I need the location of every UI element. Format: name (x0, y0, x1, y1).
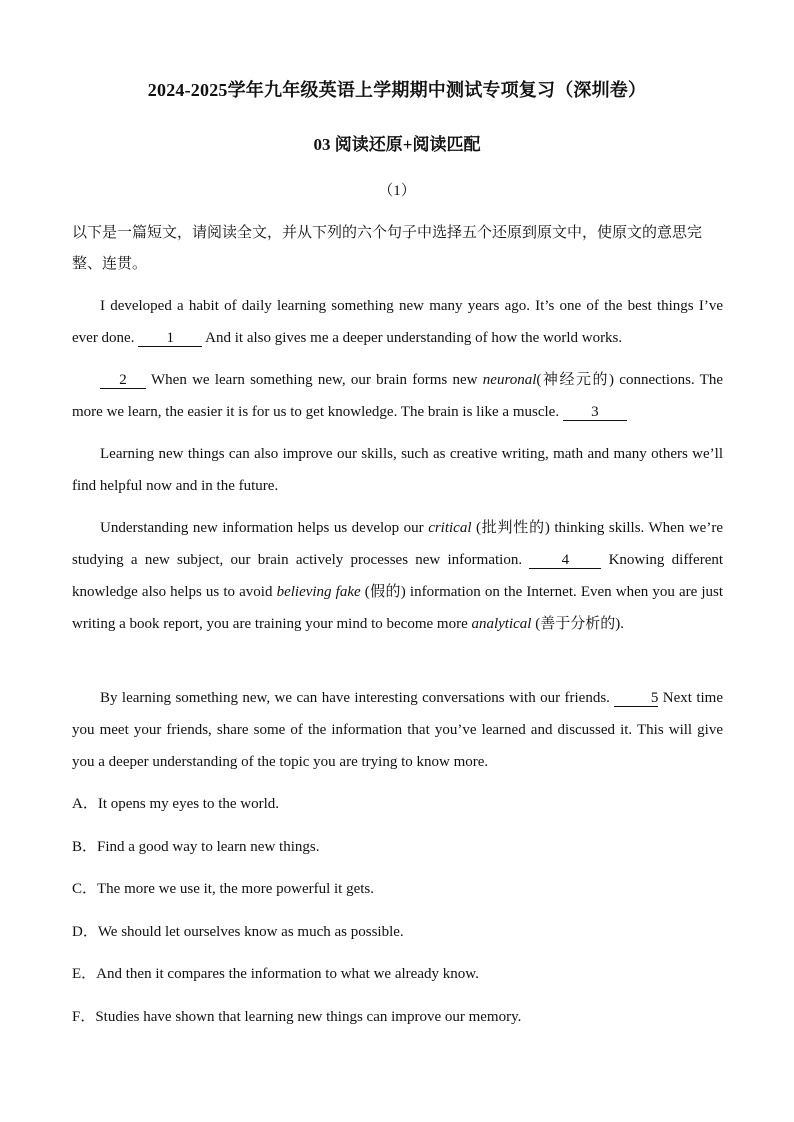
paragraph-text: Understanding new information helps us develop our (100, 520, 424, 536)
paragraph-text: Next time you meet your friends, share some of the information that you’ve learned and discussed it. This will give you a deeper understanding of the topic you are trying to know more. (72, 690, 724, 770)
passage-paragraph-4 (72, 512, 723, 640)
option-c: C．The more we use it, the more powerful it gets. (72, 881, 375, 897)
passage-paragraph-3: Learning new things can also improve our skills, such as creative writing, math and many others we’ll find helpful now and in the future. (72, 446, 723, 494)
chinese-gloss: (善于分析的). (535, 616, 624, 632)
answer-blank-4[interactable]: 4 (529, 552, 601, 569)
worksheet-title: 2024-2025学年九年级英语上学期期中测试专项复习（深圳卷） (147, 80, 647, 100)
paragraph-text: connections. The more we learn, the easier it is for us to get knowledge. The brain is like a muscle. (72, 372, 723, 420)
paragraph-text: thinking skills. When we’re studying a new subject, our brain actively processes new information. (72, 520, 723, 568)
option-a: A．It opens my eyes to the world. (72, 796, 280, 812)
passage-paragraph-2 (72, 364, 723, 428)
vocabulary-term: believing fake (276, 584, 361, 600)
chinese-gloss: (批判性的) (476, 520, 550, 536)
chinese-gloss: (神经元的) (536, 372, 614, 388)
option-b: B．Find a good way to learn new things. (72, 839, 320, 855)
vocabulary-term: neuronal (482, 372, 537, 388)
answer-blank-5[interactable]: 5 (614, 690, 658, 707)
paragraph-text: By learning something new, we can have interesting conversations with our friends. (100, 690, 610, 706)
paragraph-text: information on the Internet. Even when you are just writing a book report, you are training your mind to become more (72, 584, 724, 632)
vocabulary-term: critical (428, 520, 472, 536)
paragraph-text: And it also gives me a deeper understanding of how the world works. (205, 330, 623, 346)
paragraph-text: When we learn something new, our brain forms new (151, 372, 478, 388)
passage-paragraph-1 (72, 290, 723, 354)
option-d: D．We should let ourselves know as much as possible. (72, 924, 404, 940)
option-e: E．And then it compares the information to what we already know. (72, 966, 479, 982)
section-number: （1） (378, 183, 416, 199)
instructions: 以下是一篇短文，请阅读全文，并从下列的六个句子中选择五个还原到原文中，使原文的意思完整、连贯。 (72, 225, 703, 272)
answer-blank-2[interactable]: 2 (100, 372, 146, 389)
paragraph-text: Knowing different knowledge also helps us to avoid (72, 552, 724, 600)
section-subtitle: 03 阅读还原+阅读匹配 (313, 135, 481, 154)
vocabulary-term: analytical (471, 616, 532, 632)
chinese-gloss: (假的) (364, 584, 406, 600)
answer-blank-1[interactable]: 1 (138, 330, 202, 347)
paragraph-text: I developed a habit of daily learning something new many years ago. It’s one of the best things I’ve ever done. (72, 298, 723, 346)
passage-paragraph-5 (72, 682, 723, 778)
answer-blank-3[interactable]: 3 (563, 404, 627, 421)
option-f: F．Studies have shown that learning new things can improve our memory. (72, 1009, 522, 1025)
